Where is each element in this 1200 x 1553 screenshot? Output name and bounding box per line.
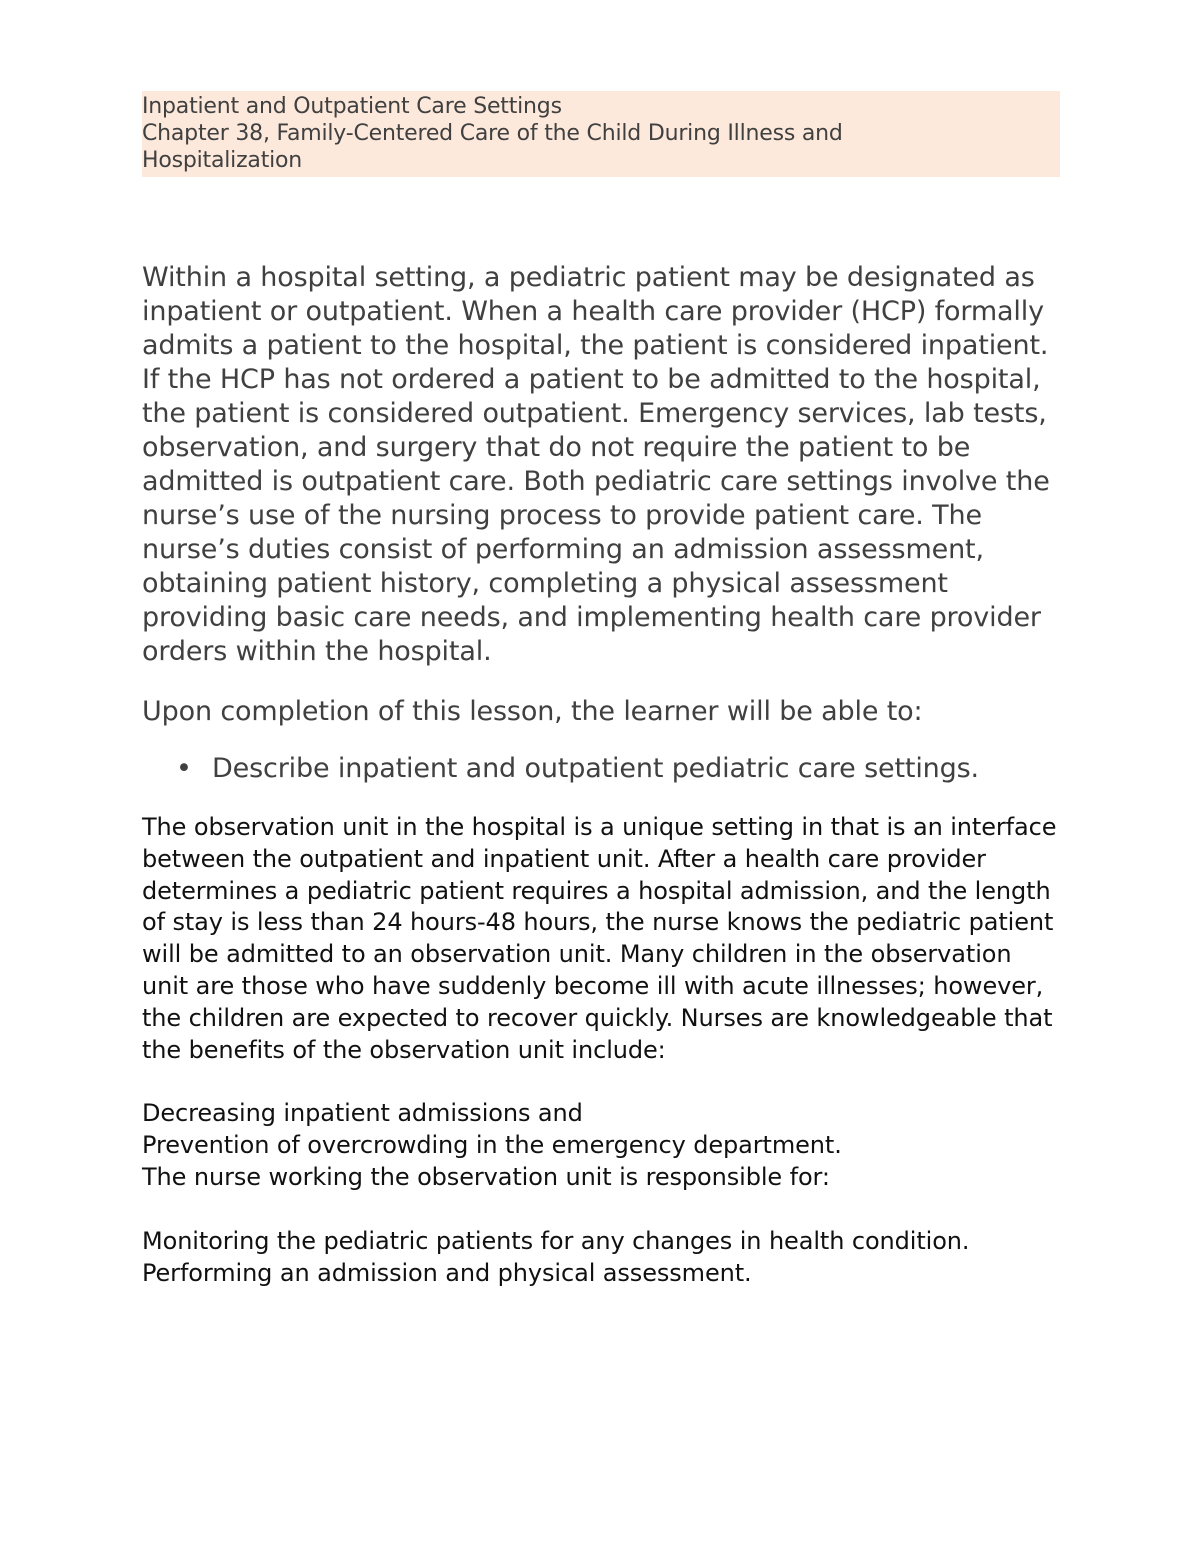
objectives-lead: Upon completion of this lesson, the learner will be able to: (142, 696, 923, 727)
lesson-title: Inpatient and Outpatient Care Settings (142, 94, 562, 119)
intro-paragraph: Within a hospital setting, a pediatric patient may be designated as inpatient or outpatient. When a health care provider (HCP) formally admits a patient to the hospital, the patient is considered inpatient. If the HCP has not ordered a patient to be admitted to the hospital, the patient is considered outpatient. Emergency services, lab tests, observation, and surgery that do not require the patient to be admitted is outpatient care. Both pediatric care settings involve the nurse’s use of the nursing process to provide patient care. The nurse’s duties consist of performing an admission assessment, obtaining patient history, completing a physical assessment providing basic care needs, and implementing health care provider orders within the hospital. (142, 262, 1050, 667)
document-page (142, 91, 1060, 1289)
observation-section (142, 812, 1060, 1289)
responsibility-lead: The nurse working the observation unit is responsible for: (142, 1162, 830, 1191)
benefit-item: Decreasing inpatient admissions and (142, 1099, 583, 1128)
intro-section (142, 261, 1060, 786)
lesson-header (142, 91, 1060, 177)
responsibility-item: Performing an admission and physical assessment. (142, 1258, 752, 1287)
objective-item (142, 752, 1060, 786)
responsibility-item: Monitoring the pediatric patients for any changes in health condition. (142, 1226, 970, 1255)
chapter-line-1: Chapter 38, Family-Centered Care of the Child During Illness and (142, 121, 843, 146)
benefit-item: Prevention of overcrowding in the emergency department. (142, 1131, 842, 1160)
chapter-line-2: Hospitalization (142, 148, 303, 173)
bullet-icon: • (176, 753, 192, 784)
objectives-list (142, 752, 1060, 786)
objective-text: Describe inpatient and outpatient pediatric care settings. (212, 753, 979, 784)
observation-paragraph: The observation unit in the hospital is a unique setting in that is an interface between the outpatient and inpatient unit. After a health care provider determines a pediatric patient requires a hospital admission, and the length of stay is less than 24 hours-48 hours, the nurse knows the pediatric patient will be admitted to an observation unit. Many children in the observation unit are those who have suddenly become ill with acute illnesses; however, the children are expected to recover quickly. Nurses are knowledgeable that the benefits of the observation unit include: (142, 813, 1057, 1064)
